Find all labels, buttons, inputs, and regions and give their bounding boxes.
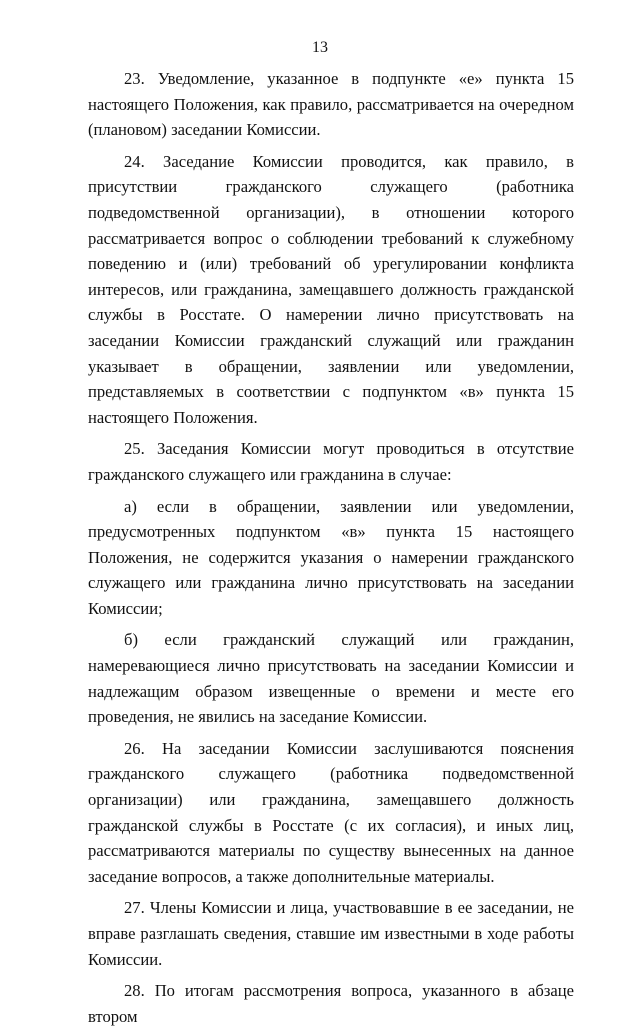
paragraph-27: 27. Члены Комиссии и лица, участвовавшие в ее заседании, не вправе разглашать сведения, ставшие им известными в ходе работы Комиссии.	[88, 898, 574, 969]
document-body	[88, 66, 574, 1035]
paragraph-26: 26. На заседании Комиссии заслушиваются пояснения гражданского служащего (работника подведомственной организации) или гражданина, замещавшего должность гражданской службы в Росстате (с их согласия), и иных лиц, рассматриваются материалы по существу вынесенных на данное заседание вопросов, а также дополнительные материалы.	[88, 738, 574, 886]
paragraph-25-a: а) если в обращении, заявлении или уведомлении, предусмотренных подпунктом «в» пункта 15 настоящего Положения, не содержится указания о намерении гражданского служащего или гражданина лично присутствовать на заседании Комиссии;	[88, 496, 574, 618]
page-number: 13	[312, 39, 328, 56]
paragraph-25-b: б) если гражданский служащий или гражданин, намеревающиеся лично присутствовать на заседании Комиссии и надлежащим образом извещенные о времени и месте его проведения, не явились на заседание Комиссии.	[88, 630, 574, 727]
paragraph-25: 25. Заседания Комиссии могут проводиться в отсутствие гражданского служащего или гражданина в случае:	[88, 439, 574, 484]
paragraph-23: 23. Уведомление, указанное в подпункте «е» пункта 15 настоящего Положения, как правило, рассматривается на очередном (плановом) заседании Комиссии.	[88, 69, 574, 140]
paragraph-28: 28. По итогам рассмотрения вопроса, указанного в абзаце втором	[88, 981, 574, 1026]
paragraph-24: 24. Заседание Комиссии проводится, как правило, в присутствии гражданского служащего (работника подведомственной организации), в отношении которого рассматривается вопрос о соблюдении требований к служебному поведению и (или) требований об урегулировании конфликта интересов, или гражданина, замещавшего должность гражданской службы в Росстате. О намерении лично присутствовать на заседании Комиссии гражданский служащий или гражданин указывает в обращении, заявлении или уведомлении, представляемых в соответствии с подпунктом «в» пункта 15 настоящего Положения.	[88, 151, 574, 427]
